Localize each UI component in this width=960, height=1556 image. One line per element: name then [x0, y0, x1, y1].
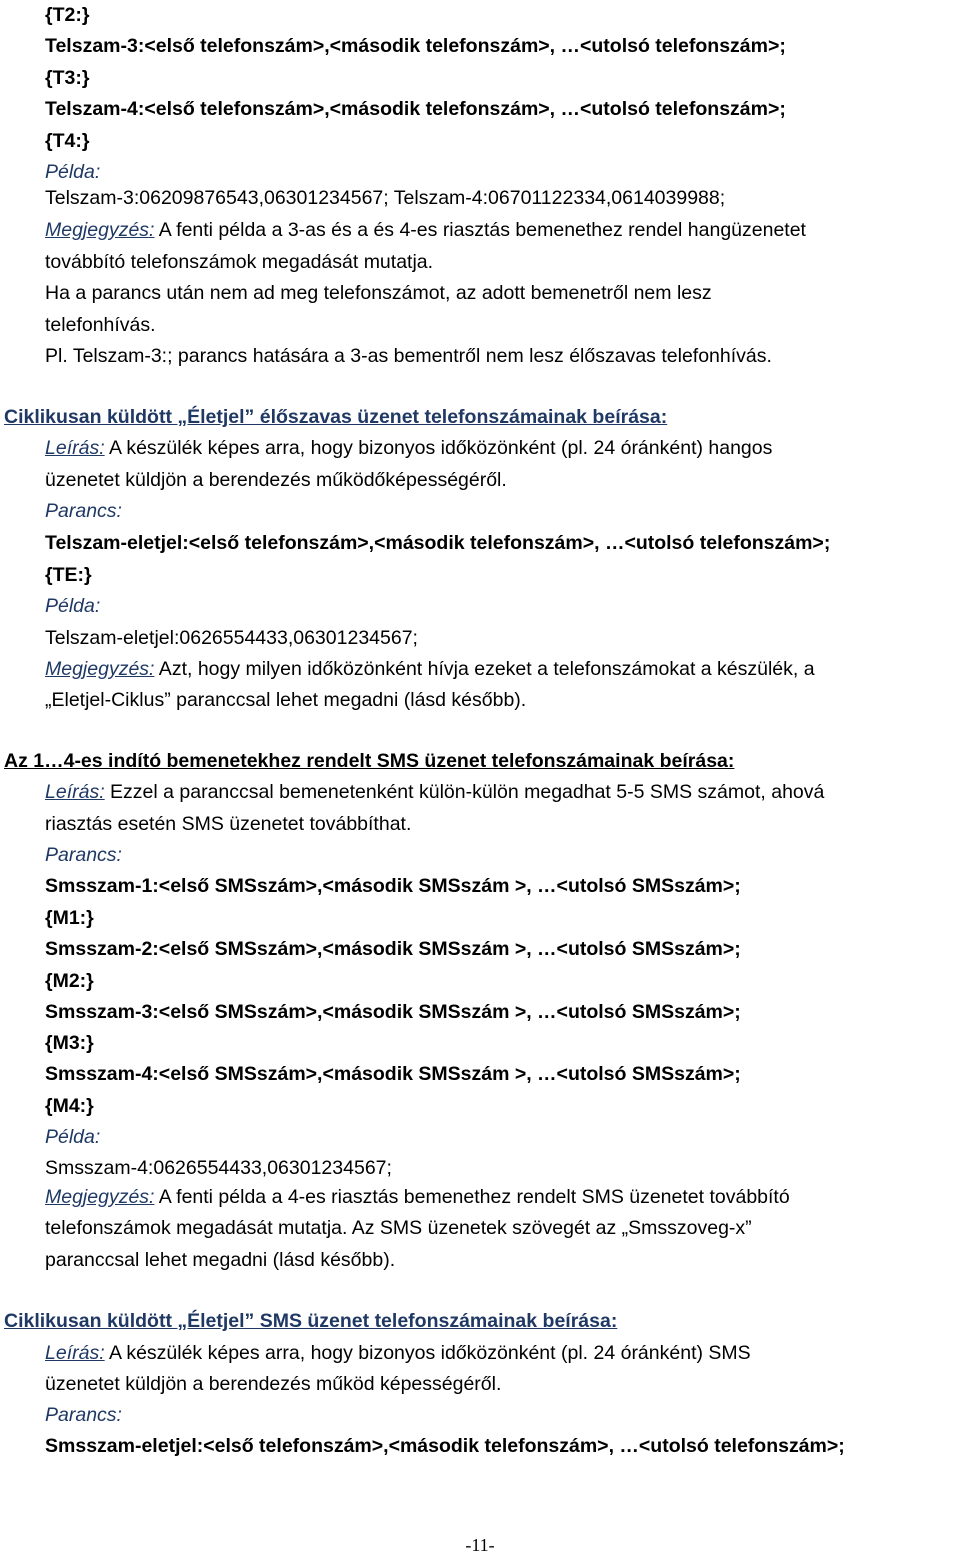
- description-text-cont: riasztás esetén SMS üzenetet továbbíthat.: [45, 813, 412, 835]
- command-smsszam-eletjel: Smsszam-eletjel:<első telefonszám>,<második telefonszám>, …<utolsó telefonszám>;: [45, 1435, 845, 1457]
- body-text: Pl. Telszam-3:; parancs hatására a 3-as bementről nem lesz élőszavas telefonhívás.: [45, 345, 772, 367]
- note-label: Megjegyzés:: [45, 658, 155, 680]
- section-heading-eletjel-sms: Ciklikusan küldött „Életjel” SMS üzenet telefonszámainak beírása:: [4, 1310, 618, 1332]
- description-label: Leírás:: [45, 437, 105, 459]
- note-text-cont: telefonszámok megadását mutatja. Az SMS üzenetek szövegét az „Smsszoveg-x”: [45, 1217, 752, 1239]
- code-token-t4: {T4:}: [45, 130, 90, 152]
- description-text: A készülék képes arra, hogy bizonyos időközönként (pl. 24 óránként) SMS: [104, 1342, 751, 1364]
- description-label: Leírás:: [45, 1342, 105, 1364]
- example-label: Példa:: [45, 161, 101, 183]
- note-text: A fenti példa a 3-as és a és 4-es riasztás bemenethez rendel hangüzenetet: [154, 219, 806, 241]
- body-text: telefonhívás.: [45, 314, 156, 336]
- code-token-t3: {T3:}: [45, 67, 90, 89]
- example-label: Példa:: [45, 595, 101, 617]
- command-smsszam-1: Smsszam-1:<első SMSszám>,<második SMSszám >, …<utolsó SMSszám>;: [45, 875, 741, 897]
- description-paragraph: [45, 1341, 954, 1365]
- command-smsszam-4: Smsszam-4:<első SMSszám>,<második SMSszám >, …<utolsó SMSszám>;: [45, 1063, 741, 1085]
- note-text-cont: „Eletjel-Ciklus” paranccsal lehet megadni (lásd később).: [45, 689, 527, 711]
- note-text-cont: továbbító telefonszámok megadását mutatja.: [45, 251, 434, 273]
- description-text-cont: üzenetet küldjön a berendezés működ képességéről.: [45, 1373, 502, 1395]
- code-token-m3: {M3:}: [45, 1032, 94, 1054]
- description-paragraph: [45, 780, 954, 804]
- section-heading-eletjel-voice: Ciklikusan küldött „Életjel” élőszavas üzenet telefonszámainak beírása:: [4, 406, 668, 428]
- command-label: Parancs:: [45, 500, 122, 522]
- command-telszam-4: Telszam-4:<első telefonszám>,<második telefonszám>, …<utolsó telefonszám>;: [45, 98, 786, 120]
- note-paragraph: [45, 1185, 954, 1209]
- code-token-te: {TE:}: [45, 564, 92, 586]
- command-telszam-eletjel: Telszam-eletjel:<első telefonszám>,<második telefonszám>, …<utolsó telefonszám>;: [45, 532, 831, 554]
- command-smsszam-2: Smsszam-2:<első SMSszám>,<második SMSszám >, …<utolsó SMSszám>;: [45, 938, 741, 960]
- note-paragraph: [45, 218, 954, 242]
- description-text: Ezzel a paranccsal bemenetenként külön-külön megadhat 5-5 SMS számot, ahová: [104, 781, 825, 803]
- command-label: Parancs:: [45, 844, 122, 866]
- description-paragraph: [45, 436, 954, 460]
- example-text: Telszam-eletjel:0626554433,06301234567;: [45, 627, 418, 649]
- command-telszam-3: Telszam-3:<első telefonszám>,<második telefonszám>, …<utolsó telefonszám>;: [45, 35, 786, 57]
- code-token-m4: {M4:}: [45, 1095, 94, 1117]
- page-number: -11-: [465, 1535, 495, 1555]
- body-text: Ha a parancs után nem ad meg telefonszámot, az adott bemenetről nem lesz: [45, 282, 712, 304]
- description-text: A készülék képes arra, hogy bizonyos időközönként (pl. 24 óránként) hangos: [104, 437, 773, 459]
- command-smsszam-3: Smsszam-3:<első SMSszám>,<második SMSszám >, …<utolsó SMSszám>;: [45, 1001, 741, 1023]
- example-label: Példa:: [45, 1126, 101, 1148]
- note-text-cont: paranccsal lehet megadni (lásd később).: [45, 1249, 396, 1271]
- section-heading-sms-inputs: Az 1…4-es indító bemenetekhez rendelt SMS üzenet telefonszámainak beírása:: [4, 750, 735, 772]
- description-text-cont: üzenetet küldjön a berendezés működőképességéről.: [45, 469, 507, 491]
- code-token-t2: {T2:}: [45, 4, 90, 26]
- example-text: Smsszam-4:0626554433,06301234567;: [45, 1157, 392, 1179]
- code-token-m2: {M2:}: [45, 970, 94, 992]
- note-label: Megjegyzés:: [45, 219, 155, 241]
- note-paragraph: [45, 657, 954, 681]
- note-text: A fenti példa a 4-es riasztás bemenethez rendelt SMS üzenetet továbbító: [154, 1186, 790, 1208]
- command-label: Parancs:: [45, 1404, 122, 1426]
- note-text: Azt, hogy milyen időközönként hívja ezeket a telefonszámokat a készülék, a: [154, 658, 815, 680]
- code-token-m1: {M1:}: [45, 907, 94, 929]
- example-text: Telszam-3:06209876543,06301234567; Telszam-4:06701122334,0614039988;: [45, 187, 726, 209]
- description-label: Leírás:: [45, 781, 105, 803]
- note-label: Megjegyzés:: [45, 1186, 155, 1208]
